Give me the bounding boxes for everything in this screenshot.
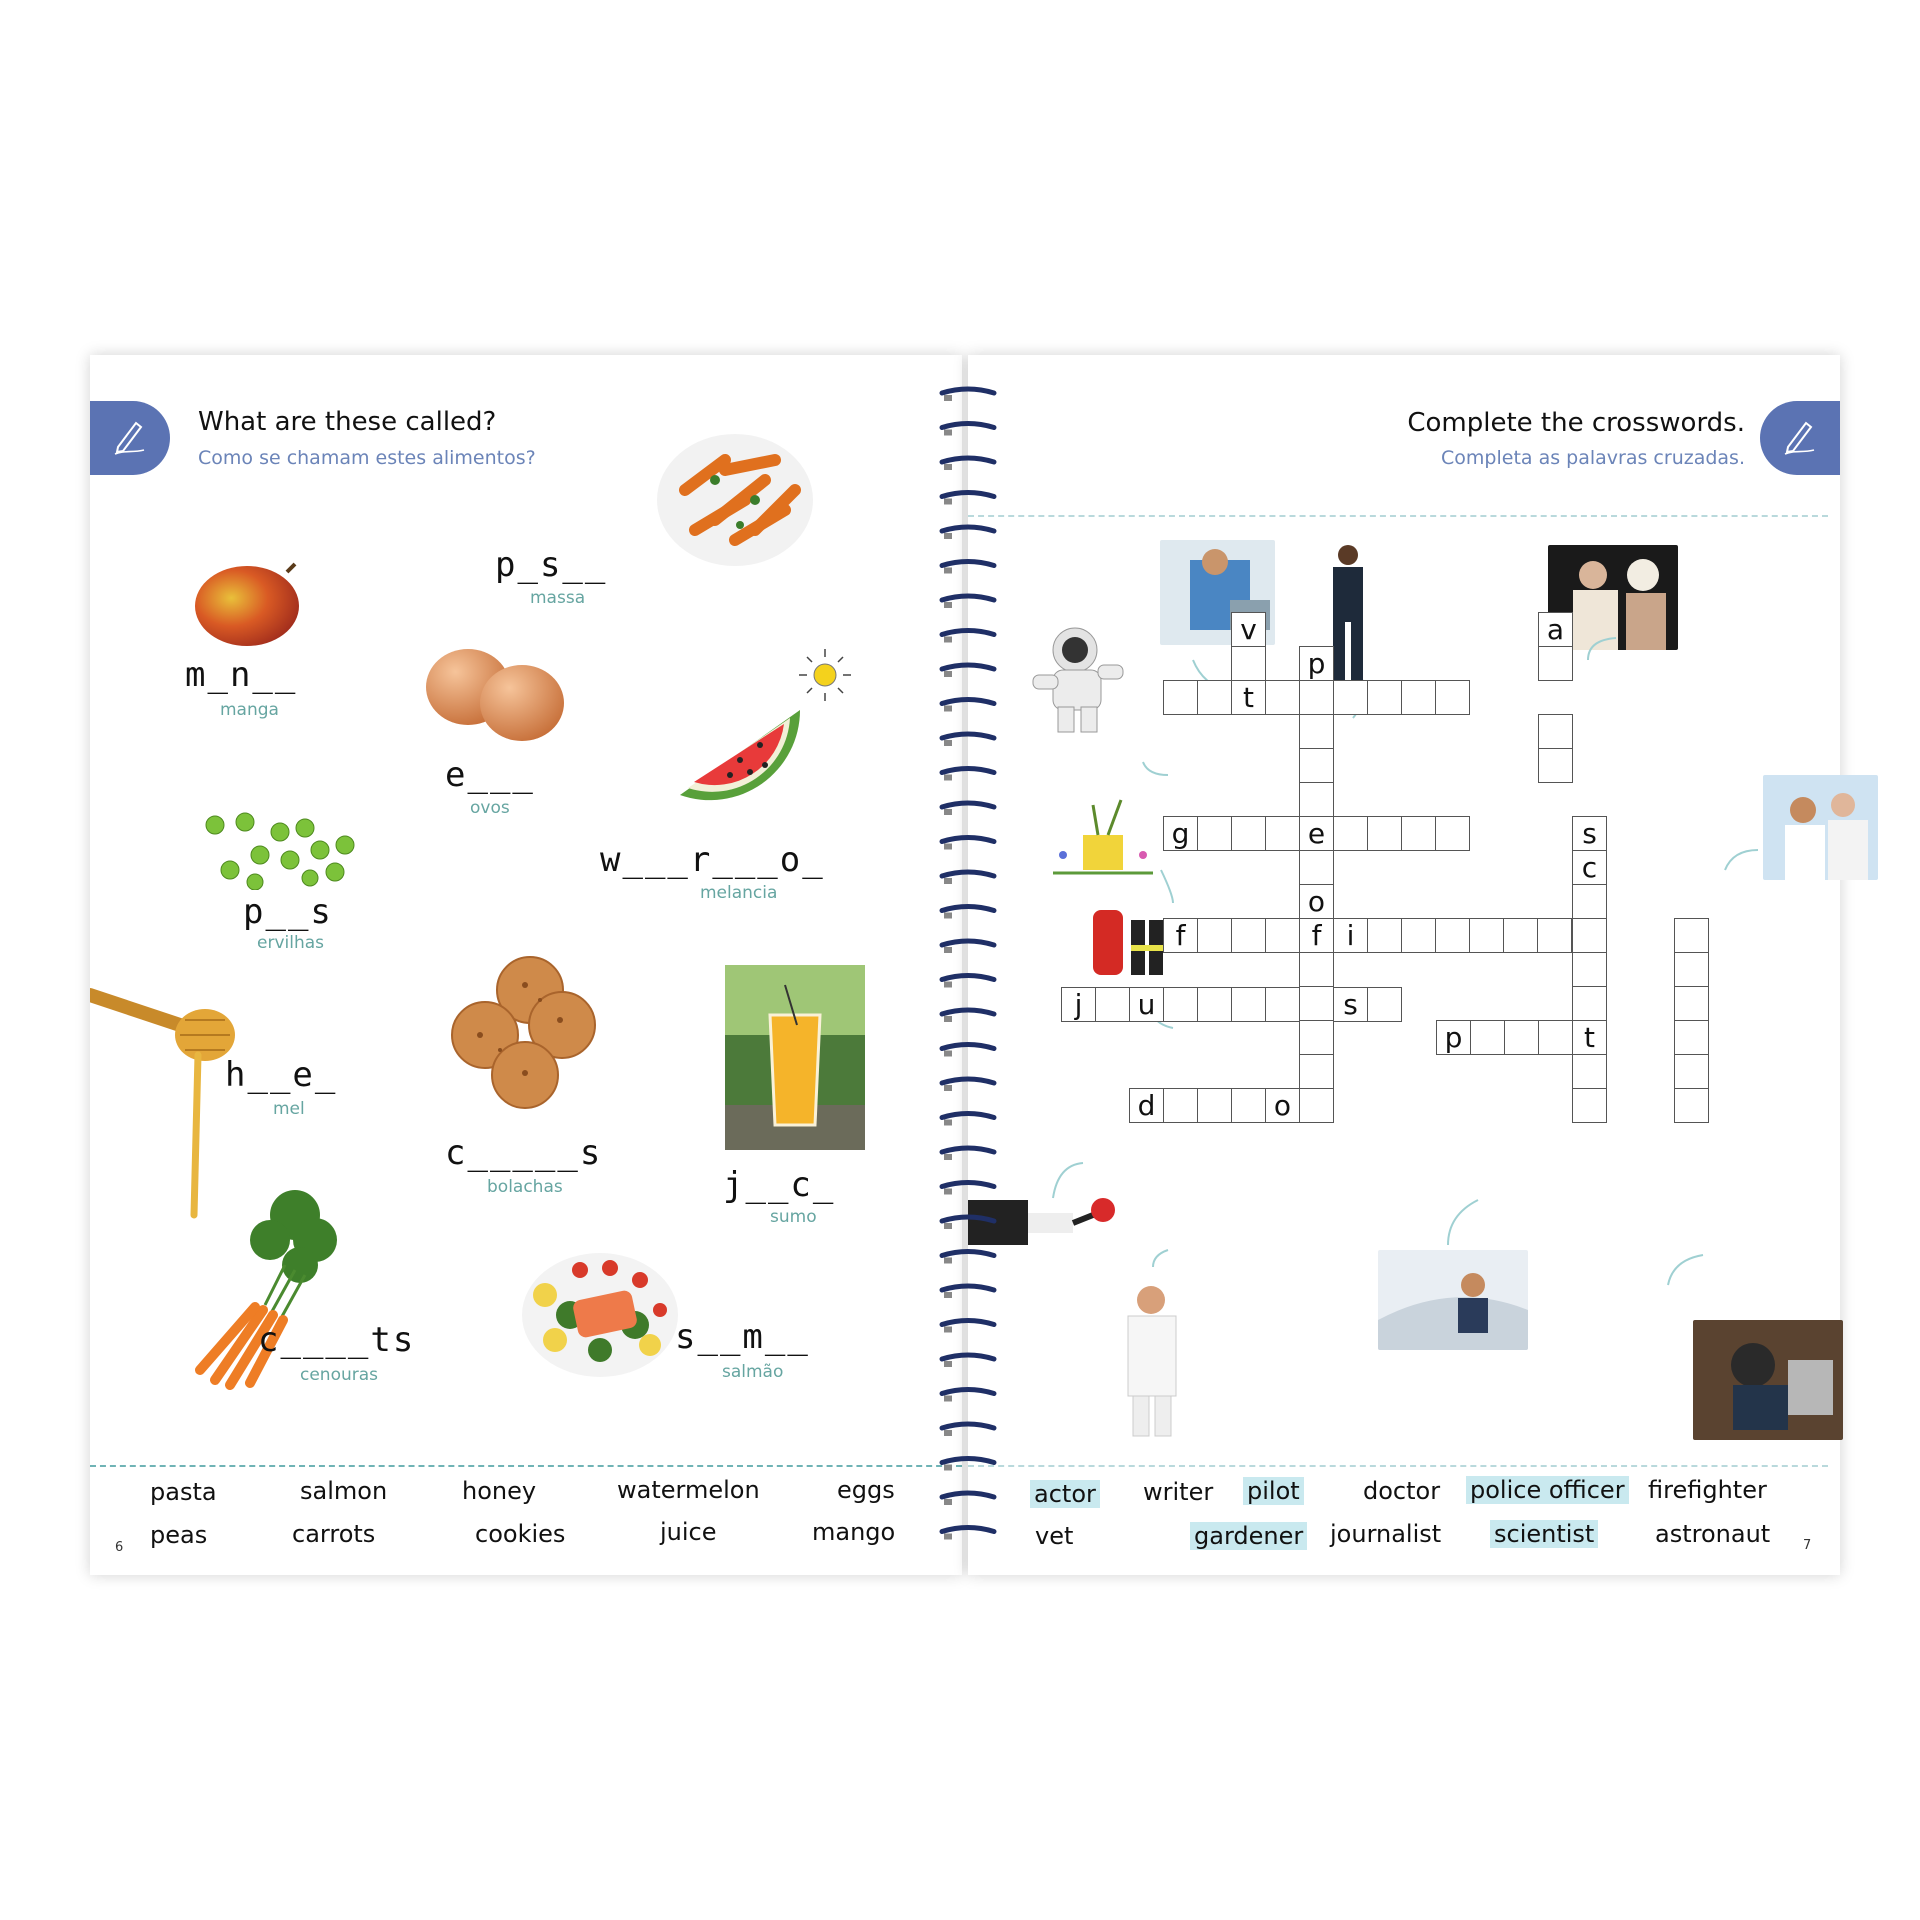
bank-word: carrots (292, 1520, 376, 1548)
translation-honey: mel (273, 1099, 305, 1119)
spiral-ring (942, 424, 994, 428)
bank-word: watermelon (617, 1476, 760, 1504)
page-number: 6 (115, 1540, 124, 1555)
spiral-ring (942, 1114, 994, 1118)
spiral-hole (944, 395, 952, 401)
spiral-ring (942, 1183, 994, 1187)
crossword-cell[interactable] (1401, 680, 1436, 715)
spiral-hole (944, 464, 952, 470)
translation-pasta: massa (530, 588, 586, 608)
bank-word: writer (1143, 1478, 1214, 1506)
crossword-cell[interactable] (1231, 987, 1266, 1022)
crossword-cell[interactable] (1572, 1088, 1607, 1123)
puzzle-salmon: s__m__ (675, 1317, 810, 1357)
crossword-cell-filled[interactable]: f (1299, 918, 1334, 953)
spiral-ring (942, 976, 994, 980)
translation-eggs: ovos (470, 798, 510, 818)
crossword-cell-filled[interactable]: v (1231, 612, 1266, 647)
translation-peas: ervilhas (257, 933, 325, 953)
bank-word: eggs (837, 1476, 895, 1504)
spiral-ring (942, 1045, 994, 1049)
puzzle-mango: m_n__ (185, 655, 298, 695)
left-page (90, 355, 962, 1575)
crossword-cell[interactable] (1538, 646, 1573, 681)
spiral-ring (942, 596, 994, 600)
spiral-ring (942, 1355, 994, 1359)
spiral-hole (944, 1051, 952, 1057)
crossword-cell[interactable] (1367, 816, 1402, 851)
spiral-hole (944, 947, 952, 953)
spiral-hole (944, 1258, 952, 1264)
crossword-cell[interactable] (1299, 1054, 1334, 1089)
crossword-cell[interactable] (1299, 952, 1334, 987)
translation-mango: manga (220, 700, 279, 720)
crossword-cell[interactable] (1265, 680, 1300, 715)
bank-word: firefighter (1648, 1476, 1767, 1504)
spiral-ring (942, 458, 994, 462)
crossword-cell-filled[interactable]: g (1163, 816, 1198, 851)
bank-word: cookies (475, 1520, 566, 1548)
bank-word-highlighted: scientist (1490, 1520, 1598, 1548)
crossword-cell[interactable] (1503, 918, 1538, 953)
spiral-hole (944, 1085, 952, 1091)
page-subtitle: Completa as palavras cruzadas. (1441, 447, 1745, 469)
crossword-cell[interactable] (1299, 850, 1334, 885)
bank-word: journalist (1330, 1520, 1442, 1548)
bank-word: pasta (150, 1478, 217, 1506)
spiral-ring (942, 769, 994, 773)
spiral-ring (942, 527, 994, 531)
crossword-cell[interactable] (1537, 918, 1572, 953)
crossword-cell[interactable] (1197, 816, 1232, 851)
crossword-cell[interactable] (1367, 987, 1402, 1022)
crossword-cell-filled[interactable]: p (1436, 1020, 1471, 1055)
translation-cookies: bolachas (487, 1177, 563, 1197)
spiral-hole (944, 740, 952, 746)
crossword-cell[interactable] (1095, 987, 1130, 1022)
peas-image (200, 810, 370, 890)
crossword-cell-filled[interactable] (1538, 714, 1573, 749)
crossword-cell[interactable] (1674, 1088, 1709, 1123)
crossword-cell[interactable] (1163, 1088, 1198, 1123)
crossword-cell[interactable] (1299, 680, 1334, 715)
crossword-cell[interactable] (1265, 987, 1300, 1022)
page-title: What are these called? (198, 407, 497, 437)
bank-word: honey (462, 1477, 537, 1505)
crossword-cell[interactable] (1401, 918, 1436, 953)
spiral-hole (944, 1292, 952, 1298)
spiral-ring (942, 1010, 994, 1014)
crossword-cell[interactable] (1299, 986, 1334, 1021)
translation-watermelon: melancia (700, 883, 778, 903)
crossword-cell-filled[interactable]: f (1163, 918, 1198, 953)
bank-word: salmon (300, 1477, 388, 1505)
translation-salmon: salmão (722, 1362, 784, 1382)
crossword-cell[interactable] (1401, 816, 1436, 851)
exercise-tab (90, 401, 170, 475)
crossword-cell-filled[interactable]: j (1061, 987, 1096, 1022)
crossword-cell[interactable] (1674, 986, 1709, 1021)
crossword-cell-filled[interactable]: e (1299, 816, 1334, 851)
translation-juice: sumo (770, 1207, 817, 1227)
spiral-hole (944, 1120, 952, 1126)
spiral-ring (942, 1459, 994, 1463)
spiral-hole (944, 602, 952, 608)
crossword-cell[interactable] (1470, 1020, 1505, 1055)
crossword-cell[interactable] (1572, 918, 1607, 953)
spiral-ring (942, 665, 994, 669)
crossword-cell[interactable] (1299, 714, 1334, 749)
spiral-ring (942, 1252, 994, 1256)
spiral-ring (942, 1148, 994, 1152)
spiral-ring (942, 1321, 994, 1325)
spiral-hole (944, 430, 952, 436)
spiral-binding (938, 385, 998, 1565)
spiral-ring (942, 1079, 994, 1083)
crossword-cell-filled[interactable]: t (1231, 680, 1266, 715)
crossword-cell[interactable] (1572, 884, 1607, 919)
spiral-hole (944, 775, 952, 781)
mango-image (195, 560, 305, 650)
crossword-cell[interactable] (1333, 680, 1368, 715)
spiral-ring (942, 389, 994, 393)
spiral-hole (944, 878, 952, 884)
watermelon-image (670, 700, 820, 820)
spiral-hole (944, 499, 952, 505)
spiral-hole (944, 1327, 952, 1333)
spiral-ring (942, 1528, 994, 1532)
spiral-ring (942, 1286, 994, 1290)
pencil-icon (112, 417, 146, 455)
spiral-hole (944, 1189, 952, 1195)
spiral-hole (944, 706, 952, 712)
crossword-cell[interactable] (1435, 680, 1470, 715)
salmon-image (520, 1250, 680, 1380)
spiral-ring (942, 872, 994, 876)
spiral-ring (942, 1493, 994, 1497)
crossword-cell[interactable] (1367, 918, 1402, 953)
crossword-cell[interactable] (1367, 680, 1402, 715)
crossword-cell[interactable] (1265, 816, 1300, 851)
crossword-cell-filled[interactable]: o (1299, 884, 1334, 919)
bank-word: astronaut (1655, 1520, 1771, 1548)
crossword-cell[interactable] (1469, 918, 1504, 953)
crossword-cell[interactable] (1435, 816, 1470, 851)
crossword-cell[interactable] (1299, 748, 1334, 783)
spiral-ring (942, 1217, 994, 1221)
crossword-cell[interactable] (1435, 918, 1470, 953)
sun-icon (795, 645, 855, 705)
spiral-ring (942, 631, 994, 635)
right-page (968, 355, 1840, 1575)
crossword-cell[interactable] (1299, 1088, 1334, 1123)
page-number: 7 (1803, 1538, 1812, 1553)
spiral-ring (942, 803, 994, 807)
spiral-ring (942, 941, 994, 945)
crossword-cell[interactable] (1231, 816, 1266, 851)
spiral-hole (944, 1499, 952, 1505)
spiral-hole (944, 671, 952, 677)
connector-arrows (968, 355, 1840, 1455)
bank-word: juice (660, 1518, 717, 1546)
spiral-hole (944, 1223, 952, 1229)
puzzle-peas: p__s (243, 892, 333, 932)
crossword-cell[interactable] (1299, 1020, 1334, 1055)
crossword-cell[interactable] (1231, 1088, 1266, 1123)
puzzle-pasta: p_s__ (495, 545, 608, 585)
crossword-cell[interactable] (1231, 918, 1266, 953)
spiral-hole (944, 568, 952, 574)
puzzle-eggs: e___ (445, 755, 535, 795)
puzzle-watermelon: w___r___o_ (600, 840, 825, 880)
bank-word-highlighted: actor (1030, 1480, 1100, 1508)
word-bank-divider (90, 1465, 962, 1467)
spiral-ring (942, 1390, 994, 1394)
bank-word: mango (812, 1518, 896, 1546)
spiral-hole (944, 913, 952, 919)
cookies-image (440, 955, 610, 1115)
translation-carrots: cenouras (300, 1365, 379, 1385)
spiral-hole (944, 1016, 952, 1022)
spiral-hole (944, 1534, 952, 1540)
crossword-cell-filled[interactable]: a (1538, 612, 1573, 647)
crossword-cell-filled[interactable]: p (1299, 646, 1334, 681)
crossword-cell[interactable] (1674, 1054, 1709, 1089)
word-bank-divider (968, 1465, 1828, 1467)
spiral-hole (944, 1361, 952, 1367)
crossword-cell[interactable] (1197, 987, 1232, 1022)
puzzle-honey: h__e_ (225, 1055, 338, 1095)
crossword-cell[interactable] (1231, 646, 1266, 681)
juice-image (725, 965, 865, 1150)
crossword-cell-filled[interactable]: c (1572, 850, 1607, 885)
spiral-hole (944, 1396, 952, 1402)
page-subtitle: Como se chamam estes alimentos? (198, 447, 536, 469)
spiral-hole (944, 844, 952, 850)
crossword-cell-filled[interactable]: o (1265, 1088, 1300, 1123)
spiral-hole (944, 809, 952, 815)
spiral-hole (944, 982, 952, 988)
bank-word: doctor (1363, 1477, 1441, 1505)
crossword-cell[interactable] (1163, 680, 1198, 715)
puzzle-carrots: c____ts (258, 1320, 416, 1360)
spiral-ring (942, 907, 994, 911)
bank-word-highlighted: gardener (1190, 1522, 1307, 1550)
spiral-hole (944, 1465, 952, 1471)
crossword-cell[interactable] (1265, 918, 1300, 953)
spiral-ring (942, 1424, 994, 1428)
bank-word: peas (150, 1521, 208, 1549)
crossword-cell[interactable] (1572, 986, 1607, 1021)
spiral-hole (944, 637, 952, 643)
crossword-cell[interactable] (1572, 952, 1607, 987)
pasta-image (655, 420, 815, 570)
spiral-ring (942, 493, 994, 497)
crossword-cell[interactable] (1197, 1088, 1232, 1123)
crossword-cell[interactable] (1197, 918, 1232, 953)
crossword-cell[interactable] (1299, 782, 1334, 817)
crossword-cell-filled[interactable]: s (1333, 987, 1368, 1022)
workbook-spread (90, 355, 1840, 1575)
puzzle-cookies: c_____s (445, 1133, 603, 1173)
spiral-ring (942, 700, 994, 704)
crossword-cell[interactable] (1674, 918, 1709, 953)
crossword-cell[interactable] (1163, 987, 1198, 1022)
page-title: Complete the crosswords. (1407, 408, 1745, 438)
spiral-hole (944, 1430, 952, 1436)
crossword-cell[interactable] (1197, 680, 1232, 715)
spiral-hole (944, 1154, 952, 1160)
crossword-cell[interactable] (1333, 816, 1368, 851)
spiral-hole (944, 533, 952, 539)
crossword-cell-filled[interactable]: u (1129, 987, 1164, 1022)
crossword-cell-filled[interactable]: i (1333, 918, 1368, 953)
bank-word-highlighted: pilot (1243, 1477, 1304, 1505)
eggs-image (420, 645, 570, 745)
spiral-ring (942, 838, 994, 842)
crossword-cell[interactable] (1538, 1020, 1573, 1055)
spiral-ring (942, 734, 994, 738)
crossword-cell[interactable] (1674, 1020, 1709, 1055)
crossword-cell-filled[interactable]: d (1129, 1088, 1164, 1123)
crossword-cell[interactable] (1572, 1054, 1607, 1089)
bank-word: vet (1035, 1522, 1074, 1550)
crossword-cell[interactable] (1674, 952, 1709, 987)
puzzle-juice: j__c_ (723, 1165, 836, 1205)
crossword-cell[interactable] (1504, 1020, 1539, 1055)
carrots-image (145, 1185, 355, 1395)
bank-word-highlighted: police officer (1466, 1476, 1629, 1504)
crossword-cell[interactable] (1538, 748, 1573, 783)
crossword-cell-filled[interactable]: t (1572, 1020, 1607, 1055)
spiral-ring (942, 562, 994, 566)
crossword-cell-filled[interactable]: s (1572, 816, 1607, 851)
